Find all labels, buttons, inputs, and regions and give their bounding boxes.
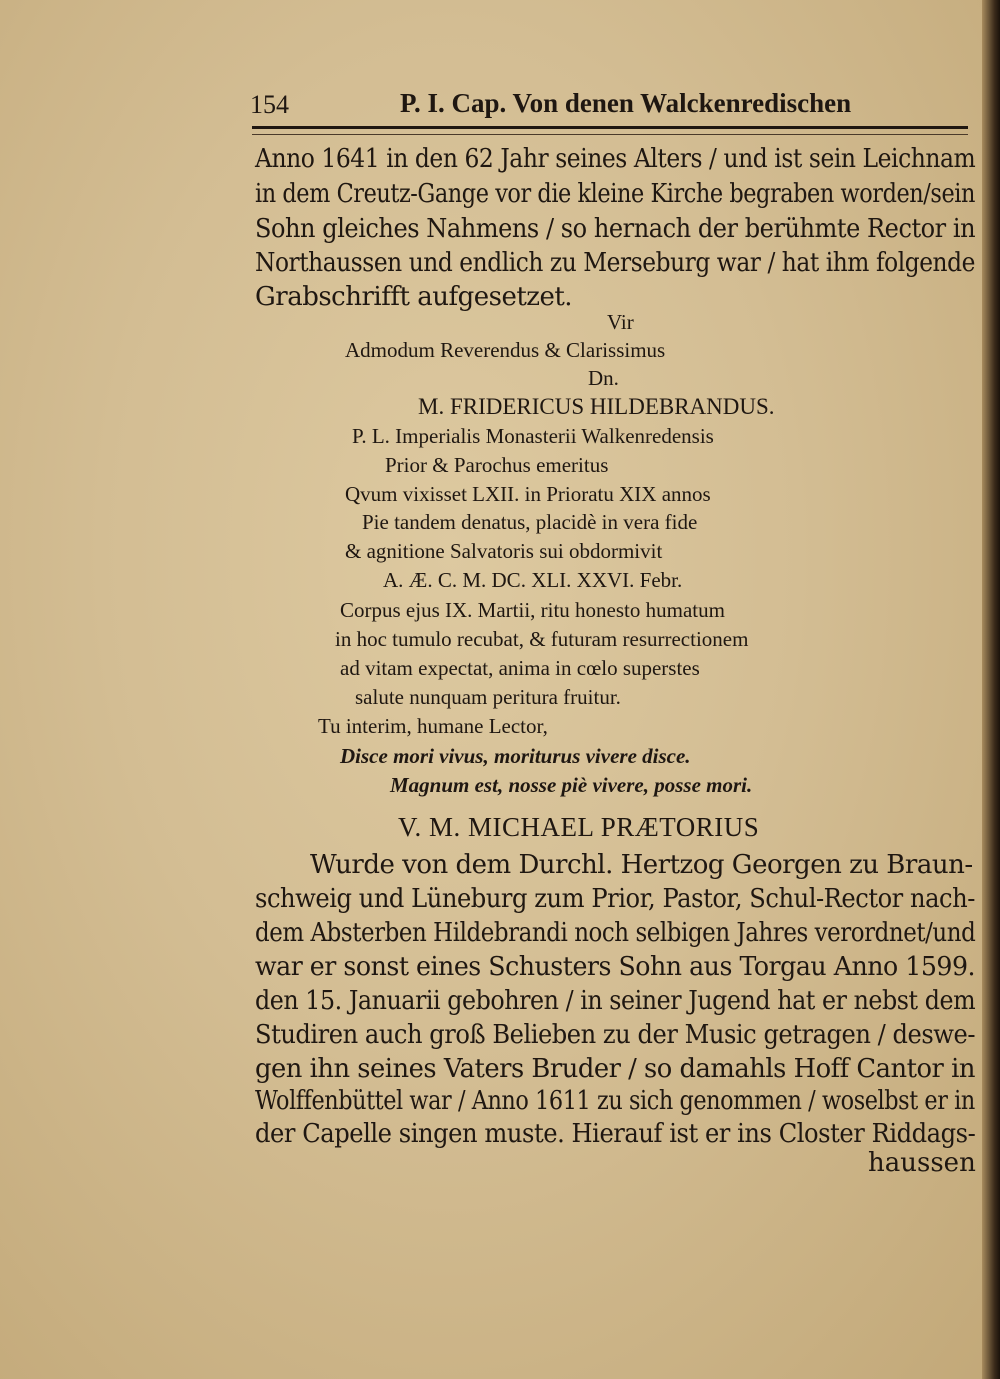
running-head: P. I. Cap. Von denen Walckenredischen (400, 88, 852, 118)
text-line: Wurde von dem Durchl. Hertzog Georgen zu Braun- (310, 850, 973, 880)
epitaph-motto-line: Disce mori vivus, moriturus vivere disce. (340, 744, 691, 768)
text-line: in dem Creutz-Gange vor die kleine Kirche begraben worden/sein (255, 179, 975, 209)
epitaph-line: Qvum vixisset LXII. in Prioratu XIX annos (345, 482, 711, 506)
epitaph-line: P. L. Imperialis Monasterii Walkenredensis (352, 424, 714, 448)
epitaph-line: Admodum Reverendus & Clarissimus (345, 338, 666, 362)
text-line: Wolffenbüttel war / Anno 1611 zu sich genommen / woselbst er in (255, 1086, 975, 1116)
epitaph-line: M. FRIDERICUS HILDEBRANDUS. (418, 394, 775, 419)
catchword: haussen (868, 1148, 976, 1178)
text-line: gen ihn seines Vaters Bruder / so damahls Hoff Cantor in (255, 1054, 975, 1084)
epitaph-line: salute nunquam peritura fruitur. (355, 685, 621, 709)
epitaph-line: Vir (607, 310, 634, 334)
page-header (250, 84, 970, 124)
epitaph-line: Corpus ejus IX. Martii, ritu honesto humatum (340, 598, 725, 622)
text-line: Anno 1641 in den 62 Jahr seines Alters / und ist sein Leichnam (255, 144, 976, 174)
text-line: dem Absterben Hildebrandi noch selbigen Jahres verordnet/und (255, 918, 976, 948)
epitaph-line: Tu interim, humane Lector, (318, 714, 548, 738)
text-line: Grabschrifft aufgesetzet. (255, 282, 573, 312)
epitaph-line: A. Æ. C. M. DC. XLI. XXVI. Febr. (383, 568, 683, 592)
text-line: schweig und Lüneburg zum Prior, Pastor, Schul-Rector nach- (255, 884, 975, 914)
text-line: Northaussen und endlich zu Merseburg war / hat ihm folgende (255, 248, 975, 278)
epitaph-line: ad vitam expectat, anima in cœlo superstes (340, 656, 700, 680)
epitaph-line: in hoc tumulo recubat, & futuram resurrectionem (335, 627, 749, 651)
epitaph-line: & agnitione Salvatoris sui obdormivit (345, 539, 663, 563)
text-line: der Capelle singen muste. Hierauf ist er ins Closter Riddags- (255, 1119, 976, 1149)
epitaph-line: Dn. (588, 366, 619, 390)
page-number: 154 (250, 90, 289, 119)
section-heading: V. M. MICHAEL PRÆTORIUS (398, 812, 760, 842)
text-line: den 15. Januarii gebohren / in seiner Jugend hat er nebst dem (255, 986, 976, 1016)
text-line: Studiren auch groß Belieben zu der Music getragen / deswe- (255, 1020, 976, 1050)
text-line: Sohn gleiches Nahmens / so hernach der berühmte Rector in (255, 214, 976, 244)
text-line: war er sonst eines Schusters Sohn aus Torgau Anno 1599. (255, 952, 976, 982)
epitaph-motto-line: Magnum est, nosse piè vivere, posse mori. (390, 773, 753, 797)
epitaph-line: Prior & Parochus emeritus (385, 453, 609, 477)
book-spine-edge (982, 0, 1000, 1379)
header-rule (252, 126, 968, 135)
epitaph-line: Pie tandem denatus, placidè in vera fide (362, 510, 698, 534)
